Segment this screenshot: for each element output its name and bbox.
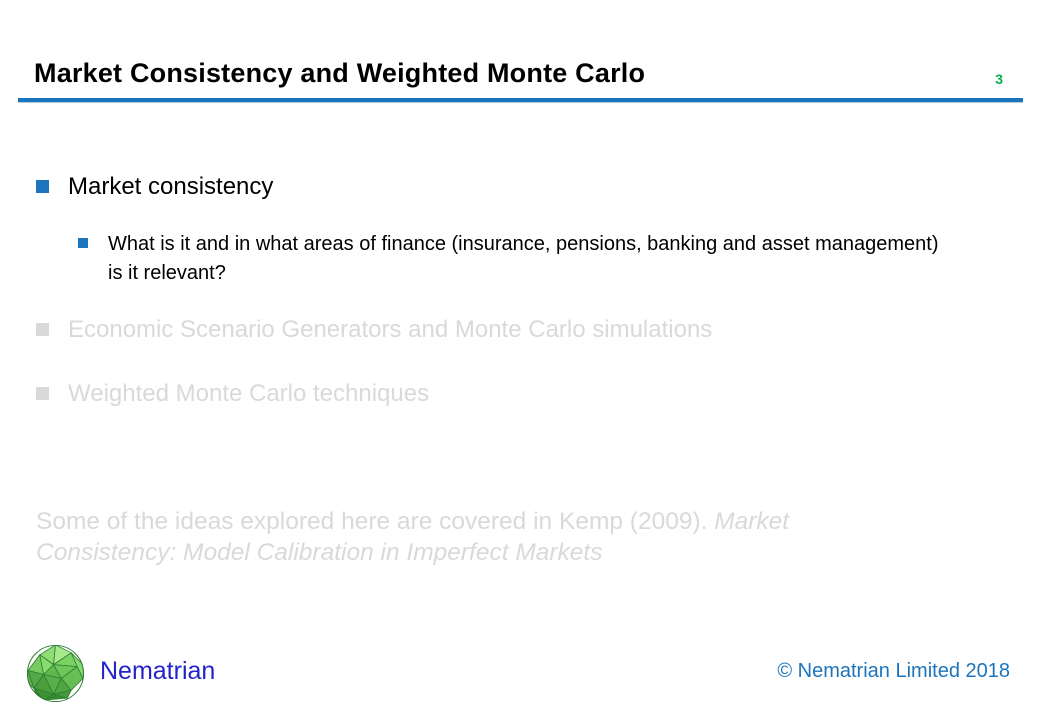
page-number: 3 bbox=[995, 71, 1003, 87]
copyright-notice: © Nematrian Limited 2018 bbox=[777, 660, 1010, 682]
bullet-item-what-is-it bbox=[78, 230, 958, 288]
reference-note-text: Some of the ideas explored here are covered in Kemp (2009). bbox=[36, 508, 715, 535]
nematrian-polyhedron-logo-icon bbox=[24, 641, 87, 704]
brand-name: Nematrian bbox=[100, 657, 216, 685]
bullet-item-economic-scenario-generators bbox=[36, 316, 712, 344]
bullet-item-market-consistency bbox=[36, 173, 273, 201]
bullet-text: Economic Scenario Generators and Monte Carlo simulations bbox=[68, 316, 713, 343]
bullet-text: Weighted Monte Carlo techniques bbox=[68, 380, 430, 407]
bullet-text: Market consistency bbox=[68, 173, 274, 200]
bullet-text: What is it and in what areas of finance (insurance, pensions, banking and asset management) is it relevant? bbox=[108, 233, 939, 284]
bullet-square-icon bbox=[36, 387, 49, 400]
bullet-item-weighted-monte-carlo bbox=[36, 380, 429, 408]
reference-note bbox=[36, 506, 884, 568]
bullet-square-icon bbox=[36, 180, 49, 193]
slide-title: Market Consistency and Weighted Monte Carlo bbox=[34, 58, 646, 88]
title-divider bbox=[18, 98, 1023, 103]
bullet-square-icon bbox=[36, 323, 49, 336]
bullet-square-icon bbox=[78, 238, 88, 248]
reference-note-book-title: Market Consistency: Model Calibration in Imperfect Markets bbox=[36, 508, 790, 566]
